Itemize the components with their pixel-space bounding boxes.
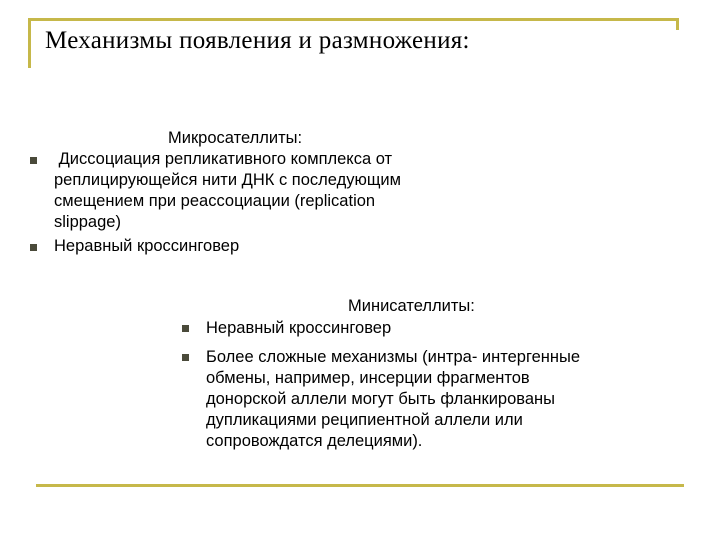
microsatellites-item-line: slippage) [54,213,121,231]
minisatellites-item-line: обмены, например, инсерции фрагментов [206,369,530,387]
title-frame-top-rule [28,18,678,21]
microsatellites-heading: Микросателлиты: [168,129,303,147]
microsatellites-item-dissociation [54,149,474,233]
microsatellites-item-line: реплицирующейся нити ДНК с последующим [54,171,401,189]
minisatellites-item-line: донорской аллели могут быть фланкированы [206,390,556,408]
title-frame-right-rule [676,18,679,30]
square-bullet-icon [182,325,189,332]
square-bullet-icon [182,354,189,361]
minisatellites-item-line: дупликациями реципиентной аллели или [206,411,523,429]
bottom-rule [36,484,684,487]
slide-title: Механизмы появления и размножения: [45,27,470,54]
minisatellites-item-crossover [206,318,666,339]
minisatellites-heading: Минисателлиты: [348,297,475,315]
microsatellites-item-crossover [54,236,474,257]
square-bullet-icon [30,157,37,164]
square-bullet-icon [30,244,37,251]
minisatellites-item-complex-mechanisms [206,347,666,452]
microsatellites-item-line: смещением при реассоциации (replication [54,192,376,210]
minisatellites-item-line: Более сложные механизмы (интра- интергенные [206,348,581,366]
microsatellites-item-line: Диссоциация репликативного комплекса от [54,150,393,168]
title-frame-left-rule [28,18,31,68]
minisatellites-item-line: сопровождатся делециями). [206,432,423,450]
microsatellites-item-line: Неравный кроссинговер [54,237,240,255]
minisatellites-item-line: Неравный кроссинговер [206,319,392,337]
